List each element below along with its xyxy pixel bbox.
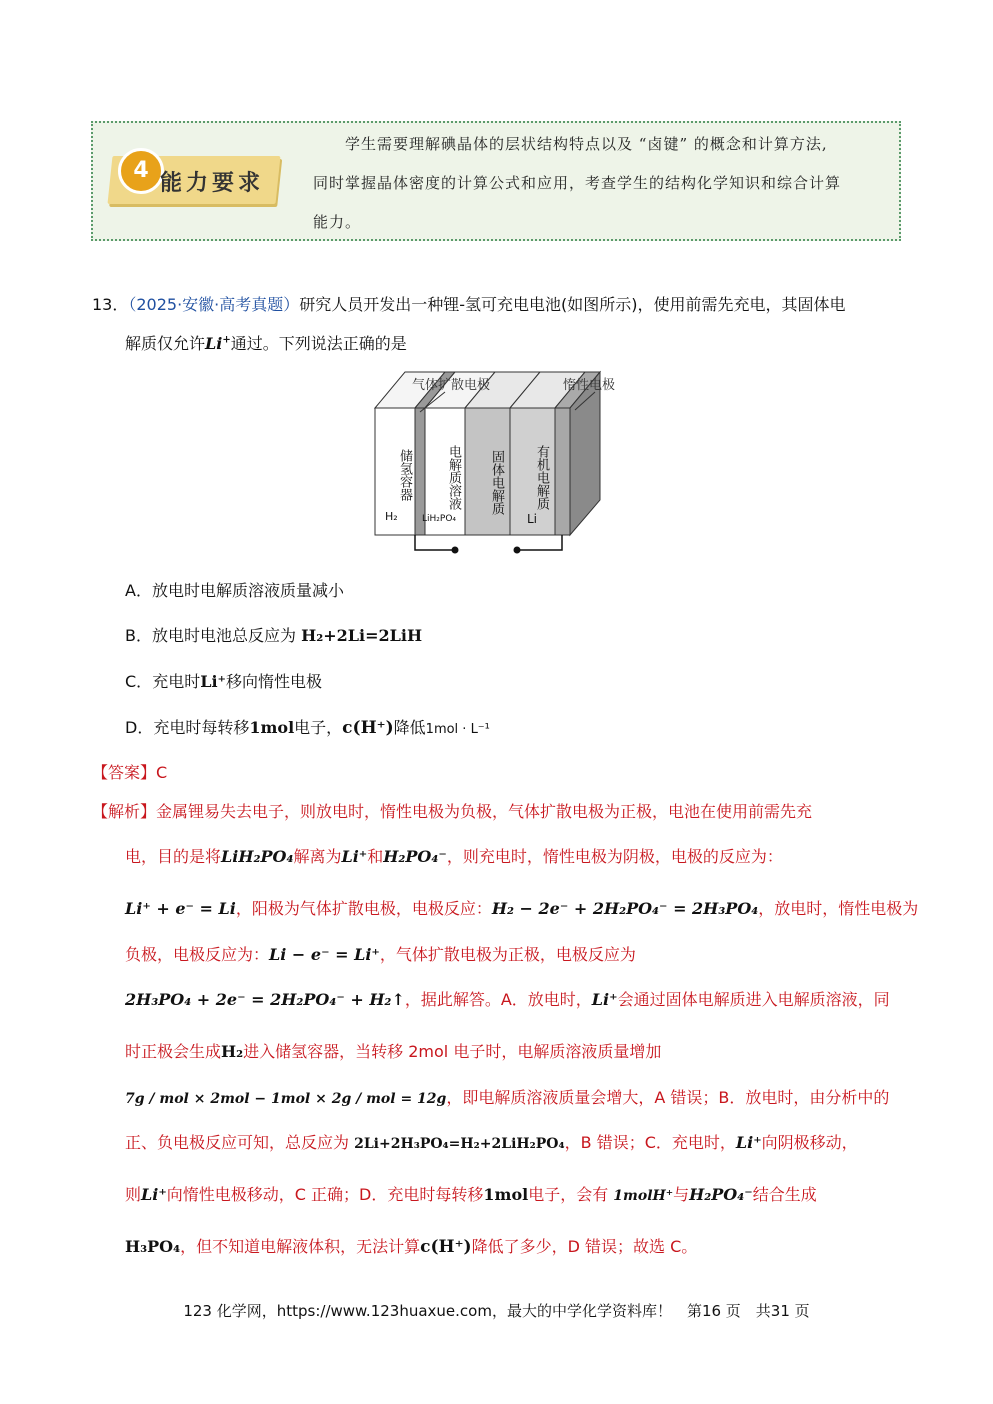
option-c: C．充电时Li⁺移向惰性电极 (125, 672, 322, 691)
analysis-line-3: Li⁺ + e⁻ = Li，阳极为气体扩散电极，电极反应：H₂ − 2e⁻ + 2H₂PO₄⁻ = 2H₃PO₄，放电时，惰性电极为 (125, 899, 919, 918)
ability-line-2: 同时掌握晶体密度的计算公式和应用，考查学生的结构化学知识和综合计算 (313, 174, 842, 192)
ability-title: 能力要求 (160, 171, 265, 196)
ability-line-1: 学生需要理解碘晶体的层状结构特点以及 “卤键” 的概念和计算方法, (345, 135, 828, 153)
answer: 【答案】C (92, 763, 168, 782)
label-inert-electrode: 惰性电极 (563, 378, 616, 393)
label-gas-diffusion-electrode: 气体扩散电极 (412, 378, 491, 393)
cell-electrolyte-solution-sub: LiH₂PO₄ (422, 514, 457, 524)
li-ion: Li+ (205, 334, 231, 353)
cell-hydrogen-storage: 储氢容器 (397, 449, 412, 501)
ability-number-badge: 4 (118, 148, 164, 194)
option-b: B．放电时电池总反应为 H₂+2Li=2LiH (125, 626, 423, 645)
question-number: 13． (92, 295, 129, 314)
option-a: A．放电时电解质溶液质量减小 (125, 581, 344, 600)
analysis-line-5: 2H₃PO₄ + 2e⁻ = 2H₂PO₄⁻ + H₂↑，据此解答。A．放电时，Li⁺会通过固体电解质进入电解质溶液，同 (125, 990, 890, 1009)
analysis-line-2: 电，目的是将LiH₂PO₄解离为Li⁺和H₂PO₄⁻，则充电时，惰性电极为阴极，电极的反应为： (125, 847, 783, 866)
cell-organic-electrolyte: 有机电解质 (534, 445, 549, 510)
cell-electrolyte-solution: 电解质溶液 (446, 445, 461, 510)
ability-line-3: 能力。 (313, 213, 362, 231)
question-source: （2025·安徽·高考真题） (128, 295, 300, 314)
question-text-1: 研究人员开发出一种锂-氢可充电电池(如图所示)，使用前需先充电，其固体电 (299, 295, 846, 314)
cell-hydrogen-storage-sub: H₂ (385, 510, 398, 523)
cell-organic-electrolyte-sub: Li (527, 512, 538, 526)
analysis-line-7: 7g / mol × 2mol − 1mol × 2g / mol = 12g，即电解质溶液质量会增大，A 错误；B．放电时，由分析中的 (125, 1088, 890, 1107)
analysis-line-10: H₃PO₄，但不知道电解液体积，无法计算c(H⁺)降低了多少，D 错误；故选 C。 (125, 1237, 698, 1257)
analysis-line-1: 【解析】金属锂易失去电子，则放电时，惰性电极为负极，气体扩散电极为正极，电池在使用前需先充 (92, 802, 813, 821)
question-line-1 (92, 292, 846, 315)
page-footer: 123 化学网，https://www.123huaxue.com，最大的中学化学资料库！ 第16 页 共31 页 (183, 1302, 810, 1320)
analysis-line-9: 则Li⁺向惰性电极移动，C 正确；D．充电时每转移1mol电子，会有 1molH⁺与H₂PO₄⁻结合生成 (125, 1185, 817, 1204)
analysis-line-4: 负极，电极反应为：Li − e⁻ = Li⁺，气体扩散电极为正极，电极反应为 (125, 945, 636, 964)
question-line-2: 解质仅允许Li+通过。下列说法正确的是 (125, 334, 407, 353)
analysis-line-6: 时正极会生成H₂进入储氢容器，当转移 2mol 电子时，电解质溶液质量增加 (125, 1042, 662, 1061)
analysis-line-8: 正、负电极反应可知，总反应为 2Li+2H₃PO₄=H₂+2LiH₂PO₄，B 错误；C．充电时，Li⁺向阴极移动， (125, 1133, 858, 1152)
option-d: D．充电时每转移1mol电子，c(H⁺)降低1mol · L⁻¹ (125, 718, 490, 738)
cell-solid-electrolyte: 固体电解质 (489, 450, 504, 515)
